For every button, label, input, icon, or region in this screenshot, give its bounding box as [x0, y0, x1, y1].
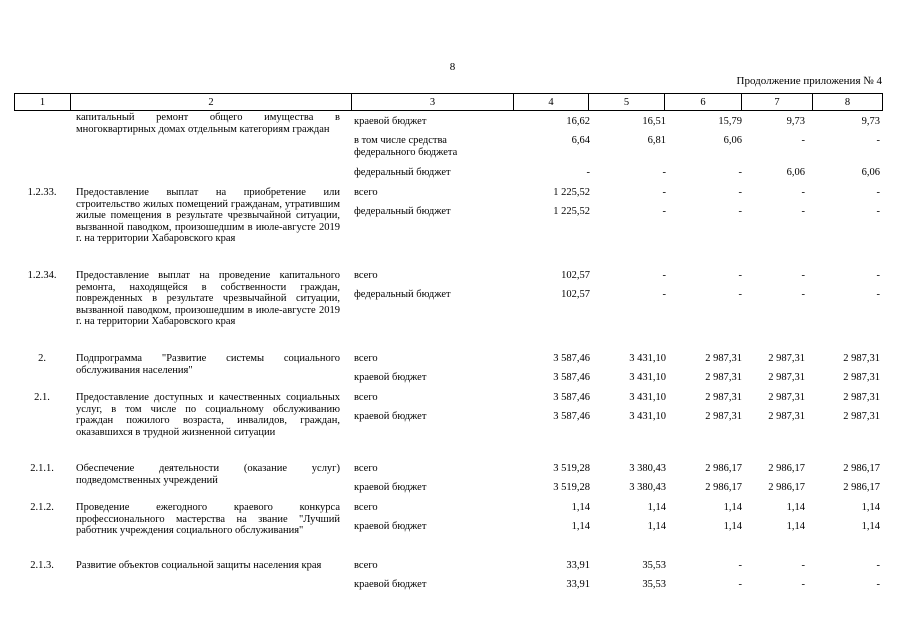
row-value: 102,57 — [561, 289, 590, 300]
row-value: 3 587,46 — [553, 372, 590, 383]
row-value: 1,14 — [647, 521, 666, 532]
row-source: всего — [354, 353, 378, 364]
row-value: 16,62 — [566, 116, 590, 127]
row-value: - — [801, 135, 805, 146]
row-value: 2 986,17 — [705, 482, 742, 493]
row-value: 3 519,28 — [553, 463, 590, 474]
row-value: 2 987,31 — [705, 372, 742, 383]
row-source: федеральный бюджет — [354, 289, 451, 300]
row-value: 3 431,10 — [629, 372, 666, 383]
row-source: всего — [354, 270, 378, 281]
row-value: - — [801, 187, 805, 198]
row-value: 2 987,31 — [768, 392, 805, 403]
row-value: 2 987,31 — [843, 372, 880, 383]
row-value: - — [738, 579, 742, 590]
row-value: - — [876, 560, 880, 571]
row-value: - — [738, 187, 742, 198]
row-value: 3 431,10 — [629, 353, 666, 364]
row-value: 3 587,46 — [553, 411, 590, 422]
row-code: 1.2.34. — [27, 270, 57, 281]
row-value: - — [662, 187, 666, 198]
row-source: краевой бюджет — [354, 411, 427, 422]
row-value: - — [801, 579, 805, 590]
row-value: - — [801, 289, 805, 300]
row-value: 3 519,28 — [553, 482, 590, 493]
row-name: Развитие объектов социальной защиты населения края — [76, 560, 322, 571]
row-name: Проведение ежегодного краевого конкурса профессионального мастерства на звание "Лучший работник учреждения социального обслуживания" — [76, 502, 340, 536]
row-value: - — [801, 560, 805, 571]
column-header: 4 — [514, 94, 589, 110]
row-value: 1,14 — [786, 521, 805, 532]
row-value: 2 987,31 — [705, 353, 742, 364]
column-header: 6 — [665, 94, 742, 110]
column-header: 1 — [15, 94, 71, 110]
row-value: 35,53 — [642, 560, 666, 571]
row-source: всего — [354, 502, 378, 513]
row-value: - — [662, 167, 666, 178]
column-header: 5 — [589, 94, 665, 110]
row-value: 2 987,31 — [768, 411, 805, 422]
row-value: - — [586, 167, 590, 178]
row-value: - — [738, 270, 742, 281]
row-name: Предоставление доступных и качественных социальных услуг, в том числе по социальному обслуживанию граждан пожилого возраста, инвалидов, граждан, оказавшихся в трудной жизненной ситуации — [76, 392, 340, 438]
row-value: - — [738, 206, 742, 217]
row-source: федеральный бюджет — [354, 167, 451, 178]
row-value: 1,14 — [647, 502, 666, 513]
row-value: 1,14 — [723, 521, 742, 532]
row-code: 1.2.33. — [27, 187, 57, 198]
row-value: 6,06 — [861, 167, 880, 178]
column-header: 7 — [742, 94, 813, 110]
row-value: 9,73 — [786, 116, 805, 127]
row-value: 2 987,31 — [768, 353, 805, 364]
continuation-label: Продолжение приложения № 4 — [736, 75, 882, 87]
row-name: Обеспечение деятельности (оказание услуг) подведомственных учреждений — [76, 463, 340, 486]
row-name: капитальный ремонт общего имущества в многоквартирных домах отдельным категориям граждан — [76, 112, 340, 135]
row-name: Подпрограмма "Развитие системы социального обслуживания населения" — [76, 353, 340, 376]
row-value: 2 986,17 — [768, 463, 805, 474]
row-name: Предоставление выплат на проведение капитального ремонта, находящейся в собственности граждан, поврежденных в результате чрезвычайной ситуации, вызванной паводком, произошедшим в июле-августе 2019 г. на территории Хабаровского края — [76, 270, 340, 327]
row-value: - — [662, 289, 666, 300]
row-source: всего — [354, 187, 378, 198]
row-source: краевой бюджет — [354, 579, 427, 590]
row-source: краевой бюджет — [354, 482, 427, 493]
row-value: 3 587,46 — [553, 353, 590, 364]
row-value: 1,14 — [786, 502, 805, 513]
row-value: 1,14 — [723, 502, 742, 513]
row-value: - — [876, 579, 880, 590]
row-value: 3 380,43 — [629, 482, 666, 493]
column-header: 2 — [71, 94, 352, 110]
row-value: 1,14 — [571, 521, 590, 532]
row-value: 2 987,31 — [705, 411, 742, 422]
row-value: 2 987,31 — [843, 411, 880, 422]
row-value: - — [738, 167, 742, 178]
row-value: - — [738, 560, 742, 571]
row-value: 2 986,17 — [843, 463, 880, 474]
row-value: 1,14 — [571, 502, 590, 513]
row-code: 2.1.3. — [30, 560, 54, 571]
row-source: краевой бюджет — [354, 116, 427, 127]
page-number: 8 — [449, 61, 456, 73]
row-value: - — [801, 270, 805, 281]
row-value: - — [876, 270, 880, 281]
row-code: 2. — [38, 353, 46, 364]
row-value: 2 986,17 — [843, 482, 880, 493]
row-value: - — [876, 206, 880, 217]
row-value: 6,06 — [723, 135, 742, 146]
row-value: 6,81 — [647, 135, 666, 146]
row-value: - — [876, 187, 880, 198]
column-header: 8 — [844, 97, 851, 108]
row-value: 3 431,10 — [629, 411, 666, 422]
row-value: - — [662, 270, 666, 281]
row-value: 2 987,31 — [843, 392, 880, 403]
row-value: 6,06 — [786, 167, 805, 178]
row-value: - — [662, 206, 666, 217]
row-value: 2 987,31 — [843, 353, 880, 364]
row-value: 15,79 — [718, 116, 742, 127]
column-header: 3 — [352, 94, 514, 110]
row-name: Предоставление выплат на приобретение или строительство жилых помещений гражданам, утратившим жилые помещения в результате чрезвычайной ситуации, вызванной паводком, произошедшим в июле-августе 2019 г. на территории Хабаровского края — [76, 187, 340, 244]
row-code: 2.1. — [34, 392, 50, 403]
row-source: краевой бюджет — [354, 521, 427, 532]
row-value: 33,91 — [566, 579, 590, 590]
row-value: 35,53 — [642, 579, 666, 590]
row-value: 9,73 — [861, 116, 880, 127]
row-value: - — [801, 206, 805, 217]
row-value: 16,51 — [642, 116, 666, 127]
row-source: всего — [354, 463, 378, 474]
row-value: 6,64 — [571, 135, 590, 146]
row-source: в том числе средства федерального бюджета — [354, 135, 458, 158]
row-value: 3 431,10 — [629, 392, 666, 403]
row-value: 1 225,52 — [553, 187, 590, 198]
row-value: 1,14 — [861, 502, 880, 513]
row-source: всего — [354, 560, 378, 571]
row-source: всего — [354, 392, 378, 403]
row-value: 3 587,46 — [553, 392, 590, 403]
row-value: - — [738, 289, 742, 300]
row-value: - — [876, 289, 880, 300]
row-value: 2 986,17 — [768, 482, 805, 493]
row-value: 33,91 — [566, 560, 590, 571]
row-value: 2 987,31 — [768, 372, 805, 383]
row-source: федеральный бюджет — [354, 206, 451, 217]
row-value: 102,57 — [561, 270, 590, 281]
row-value: 2 987,31 — [705, 392, 742, 403]
row-code: 2.1.1. — [30, 463, 54, 474]
row-source: краевой бюджет — [354, 372, 427, 383]
row-value: 3 380,43 — [629, 463, 666, 474]
row-value: 1 225,52 — [553, 206, 590, 217]
row-value: 2 986,17 — [705, 463, 742, 474]
row-value: 1,14 — [861, 521, 880, 532]
table-header — [14, 93, 883, 111]
row-code: 2.1.2. — [30, 502, 54, 513]
row-value: - — [876, 135, 880, 146]
